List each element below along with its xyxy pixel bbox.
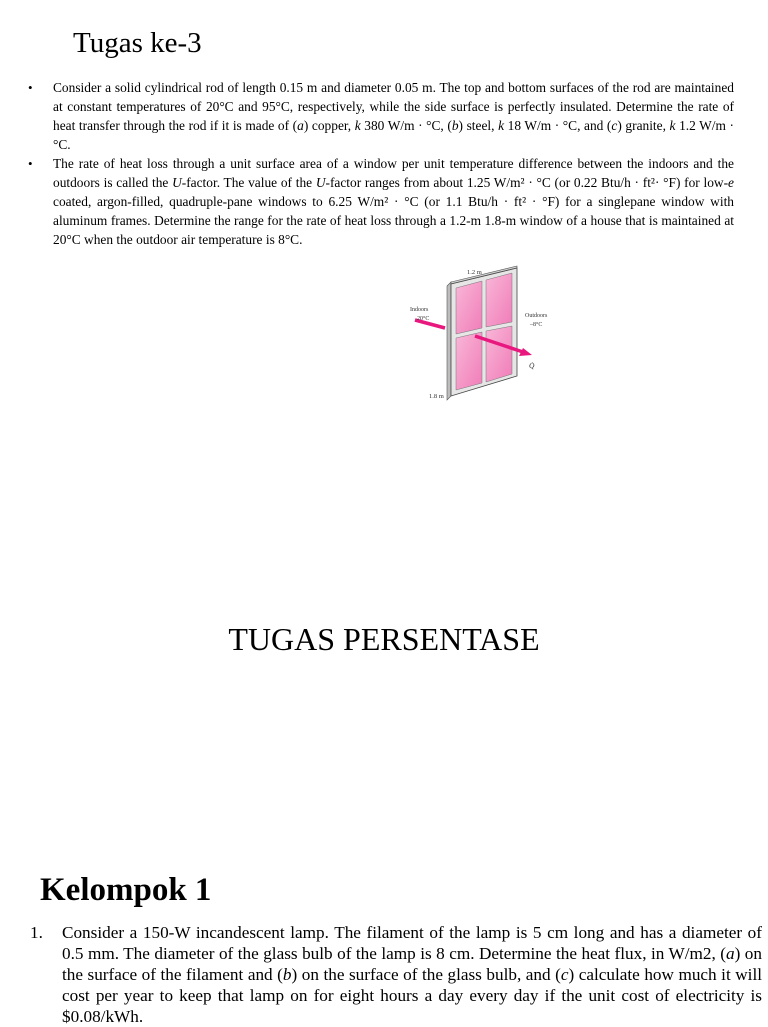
indoors-label: Indoors <box>410 307 429 313</box>
section-title: TUGAS PERSENTASE <box>228 621 540 657</box>
task-text: Consider a solid cylindrical rod of length 0.15 m and diameter 0.05 m. The top and bottom surfaces of the rod are maintained at constant temperatures of 20°C and 95°C, respectively, while the side surface is perfectly insulated. Determine the rate of heat transfer through the rod if it is made of (a) copper, k 380 W/m · °C, (b) steel, k 18 W/m · °C, and (c) granite, k 1.2 W/m · °C. <box>53 80 734 152</box>
task-list <box>28 78 734 249</box>
indoors-temp: 20°C <box>417 316 430 322</box>
window-heat-loss-figure <box>405 264 565 404</box>
document-title: Tugas ke-3 <box>73 27 202 59</box>
height-label: 1.8 m <box>429 393 444 400</box>
outdoors-temp: –8°C <box>530 322 543 328</box>
bullet-marker: • <box>28 156 33 171</box>
bullet-marker: • <box>28 80 33 95</box>
outdoors-label: Outdoors <box>525 313 548 319</box>
width-label: 1.2 m <box>467 269 482 276</box>
problem-item <box>30 922 762 1027</box>
task-item-window <box>28 154 734 249</box>
task-text: The rate of heat loss through a unit surface area of a window per unit temperature difference between the indoors and the outdoors is called the U-factor. The value of the U-factor ranges from about 1.25 W/m² · °C (or 0.22 Btu/h · ft²· °F) for low-e coated, argon-filled, quadruple-pane windows to 6.25 W/m² · °C (or 1.1 Btu/h · ft² · °F) for a singlepane window with aluminum frames. Determine the range for the rate of heat loss through a 1.2-m 1.8-m window of a house that is maintained at 20°C when the outdoor air temperature is 8°C. <box>53 156 734 247</box>
q-label: Q̇ <box>529 361 535 370</box>
task-item-rod <box>28 78 734 154</box>
problem-number: 1. <box>30 923 43 942</box>
group-title: Kelompok 1 <box>40 872 212 908</box>
problem-text: Consider a 150-W incandescent lamp. The filament of the lamp is 5 cm long and has a diameter of 0.5 mm. The diameter of the glass bulb of the lamp is 8 cm. Determine the heat flux, in W/m2, (a) on the surface of the filament and (b) on the surface of the glass bulb, and (c) calculate how much it will cost per year to keep that lamp on for eight hours a day every day if the unit cost of electricity is $0.08/kWh. <box>62 923 762 1026</box>
